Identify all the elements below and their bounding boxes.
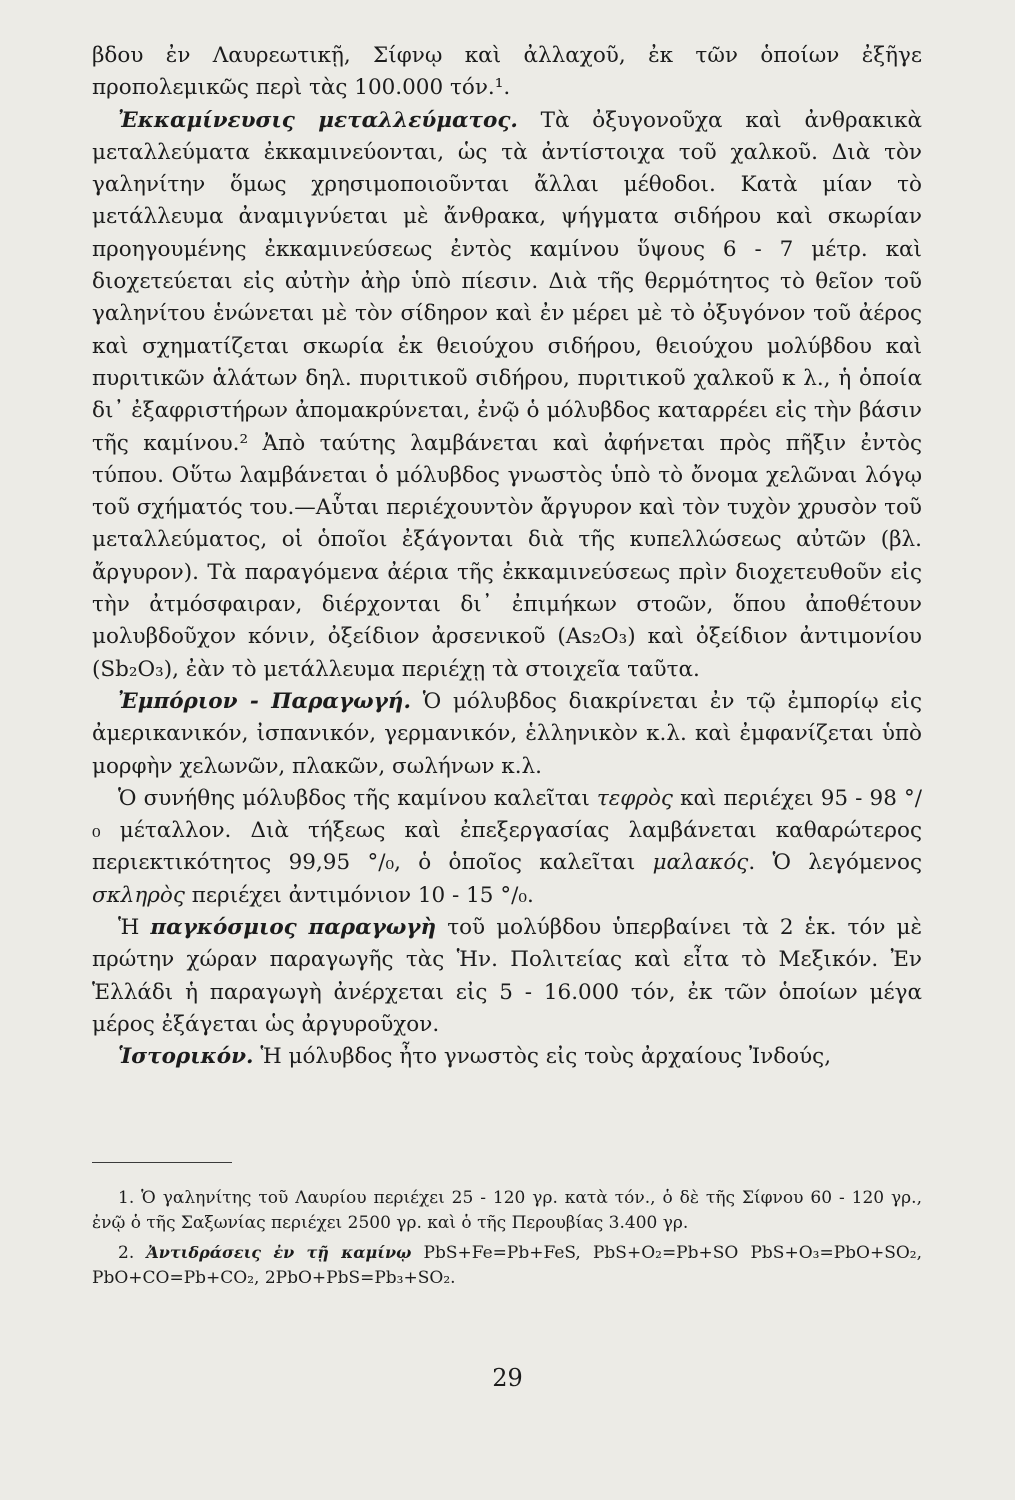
heading-smelting: Ἐκκαμίνευσις μεταλλεύματος. <box>118 107 518 133</box>
heading-world-production: παγκόσμιος παραγωγὴ <box>150 915 437 941</box>
paragraph-history: Ἱστορικόν. Ἡ μόλυβδος ἦτο γνωστὸς εἰς τοὺς ἀρχαίους Ἰνδούς, <box>118 1044 832 1070</box>
paragraph-world-production: Ἡ παγκόσμιος παραγωγὴ τοῦ μολύβδου ὑπερβαίνει τὰ 2 ἑκ. τόν μὲ πρώτην χώραν παραγωγῆς τὰς Ἡν. Πολιτείας καὶ εἶτα τὸ Μεξικόν. Ἐν Ἑλλάδι ἡ παραγωγὴ ἀνέρχεται εἰς 5 - 16.000 τόν, ἐκ τῶν ὁποίων μέγα μέρος ἐξάγεται ὡς ἀργυροῦχον. <box>92 915 922 1037</box>
footnote-1: 1. Ὁ γαληνίτης τοῦ Λαυρίου περιέχει 25 - 120 γρ. κατὰ τόν., ὁ δὲ τῆς Σίφνου 60 - 120 γρ., ἐνῷ ὁ τῆς Σαξωνίας περιέχει 2500 γρ. καὶ ὁ τῆς Περουβίας 3.400 γρ. <box>92 1188 922 1233</box>
main-text <box>92 40 922 1074</box>
footnote-divider <box>92 1162 232 1163</box>
page-number: 29 <box>492 1364 523 1392</box>
footnote-2: 2. Ἀντιδράσεις ἐν τῇ καμίνῳ PbS+Fe=Pb+FeS, PbS+O₂=Pb+SO PbS+O₃=PbO+SO₂, PbO+CO=Pb+CO₂, 2PbO+PbS=Pb₃+SO₂. <box>92 1243 923 1288</box>
paragraph-lead-types: Ὁ συνήθης μόλυβδος τῆς καμίνου καλεῖται τεφρὸς καὶ περιέχει 95 - 98 °/₀ μέταλλον. Διὰ τήξεως καὶ ἐπεξεργασίας λαμβάνεται καθαρώτερος περιεκτικότητος 99,95 °/₀, ὁ ὁποῖος καλεῖται μαλακός. Ὁ λεγόμενος σκληρὸς περιέχει ἀντιμόνιον 10 - 15 °/₀. <box>92 785 922 908</box>
footnotes <box>92 1186 922 1295</box>
paragraph-smelting: Ἐκκαμίνευσις μεταλλεύματος. Τὰ ὀξυγονοῦχα καὶ ἀνθρακικὰ μεταλλεύματα ἐκκαμινεύονται, ὡς τὰ ἀντίστοιχα τοῦ χαλκοῦ. Διὰ τὸν γαληνίτην ὅμως χρησιμοποιοῦνται ἄλλαι μέθοδοι. Κατὰ μίαν τὸ μετάλλευμα ἀναμιγνύεται μὲ ἄνθρακα, ψήγματα σιδήρου καὶ σκωρίαν προηγουμένης ἐκκαμινεύσεως ἐντὸς καμίνου ὕψους 6 - 7 μέτρ. καὶ διοχετεύεται εἰς αὐτὴν ἀὴρ ὑπὸ πίεσιν. Διὰ τῆς θερμότητος τὸ θεῖον τοῦ γαληνίτου ἑνώνεται μὲ τὸν σίδηρον καὶ ἐν μέρει μὲ τὸ ὀξυγόνον τοῦ ἀέρος καὶ σχηματίζεται σκωρία ἐκ θειούχου σιδήρου, θειούχου μολύβδου καὶ πυριτικῶν ἁλάτων δηλ. πυριτικοῦ σιδήρου, πυριτικοῦ χαλκοῦ κ λ., ἡ ὁποία δι᾿ ἐξαφριστήρων ἀπομακρύνεται, ἐνῷ ὁ μόλυβδος καταρρέει εἰς τὴν βάσιν τῆς καμίνου.² Ἀπὸ ταύτης λαμβάνεται καὶ ἀφήνεται πρὸς πῆξιν ἐντὸς τύπου. Οὕτω λαμβάνεται ὁ μόλυβδος γνωστὸς ὑπὸ τὸ ὄνομα χελῶναι λόγῳ τοῦ σχήματός του.—Αὗται περιέχουντὸν ἄργυρον καὶ τὸν τυχὸν χρυσὸν τοῦ μεταλλεύματος, οἱ ὁποῖοι ἐξάγονται διὰ τῆς κυπελλώσεως αὐτῶν (βλ. ἄργυρον). Τὰ παραγόμενα ἀέρια τῆς ἐκκαμινεύσεως πρὶν διοχετευθοῦν εἰς τὴν ἀτμόσφαιραν, διέρχονται δι᾿ ἐπιμήκων στοῶν, ὅπου ἀποθέτουν μολυβδοῦχον κόνιν, ὀξείδιον ἀρσενικοῦ (As₂O₃) καὶ ὀξείδιον ἀντιμονίου (Sb₂O₃), ἐὰν τὸ μετάλλευμα περιέχῃ τὰ στοιχεῖα ταῦτα. <box>92 107 922 682</box>
heading-trade-production: Ἐμπόριον - Παραγωγή. <box>118 688 411 714</box>
heading-history: Ἱστορικόν. <box>118 1044 254 1070</box>
paragraph-continuation: βδου ἐν Λαυρεωτικῇ, Σίφνῳ καὶ ἀλλαχοῦ, ἐκ τῶν ὁποίων ἐξῆγε προπολεμικῶς περὶ τὰς 100.000 τόν.¹. <box>92 43 922 101</box>
paragraph-trade-production: Ἐμπόριον - Παραγωγή. Ὁ μόλυβδος διακρίνεται ἐν τῷ ἐμπορίῳ εἰς ἀμερικανικόν, ἰσπανικόν, γερμανικόν, ἑλληνικὸν κ.λ. καὶ ἐμφανίζεται ὑπὸ μορφὴν χελωνῶν, πλακῶν, σωλήνων κ.λ. <box>92 688 922 779</box>
